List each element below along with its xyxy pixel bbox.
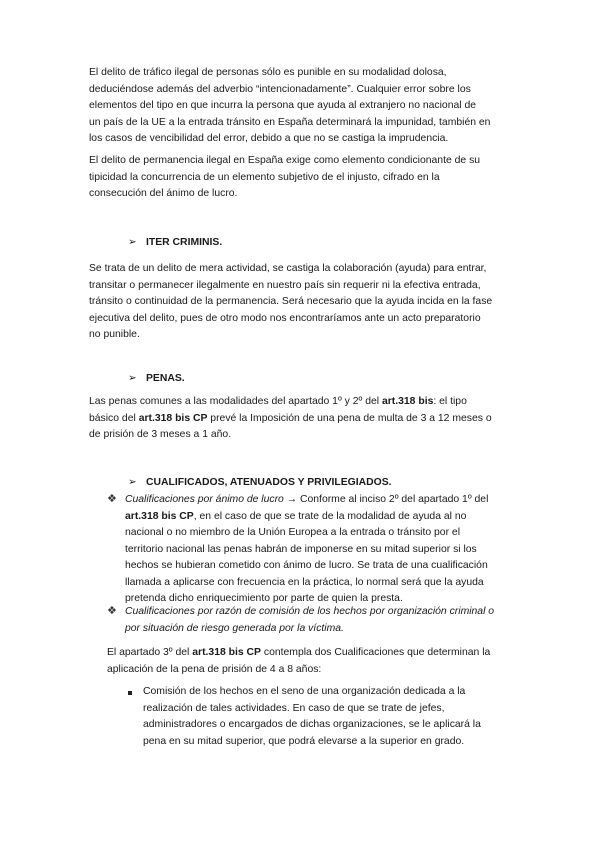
list-item-animo-lucro: Cualificaciones por ánimo de lucro → Conforme al inciso 2º del apartado 1º del art.318 bis CP, en el caso de que se trate de la modalidad de ayuda al no nacional o no miembro de la Unión Europea a la entrada o tránsito por el territorio nacional las penas habrán de imponerse en su mitad superior si los hechos se hubieran cometido con ánimo de lucro. Se trata de una cualificación llamada a aplicarse con frecuencia en la práctica, lo normal será que la ayuda pretenda dicho enriquecimiento por parte de quien la presta. bbox=[125, 494, 489, 604]
paragraph-intro-dolosa: El delito de tráfico ilegal de personas sólo es punible en su modalidad dolosa, deduciéndose además del adverbio “intencionadamente”. Cualquier error sobre los elementos del tipo en que incurra la persona que ayuda al extranjero no nacional de un país de la UE a la entrada tránsito en España determinará la impunidad, también en los casos de vencibilidad del error, debido a que no se castiga la imprudencia. bbox=[89, 67, 491, 144]
arrow-bullet-icon: ➢ bbox=[128, 477, 137, 488]
paragraph-permanencia: El delito de permanencia ilegal en España exige como elemento condicionante de su tipicidad la concurrencia de un elemento subjetivo de el injusto, cifrado en la consecución del ánimo de lucro. bbox=[89, 155, 481, 199]
heading-penas: ➢ PENAS. bbox=[128, 373, 185, 384]
diamond-bullet-icon: ❖ bbox=[107, 605, 117, 617]
list-item-organizacion-criminal: Cualificaciones por razón de comisión de los hechos por organización criminal o por situación de riesgo generada por la víctima. bbox=[125, 606, 495, 634]
paragraph-iter-criminis: Se trata de un delito de mera actividad, se castiga la colaboración (ayuda) para entrar, transitar o permanecer ilegalmente en nuestro país sin requerir ni la efectiva entrada, tránsito o continuidad de la permanencia. Será necesario que la ayuda incida en la fase ejecutiva del delito, pues de otro modo nos encontraríamos ante un acto preparatorio no punible. bbox=[89, 263, 493, 340]
square-bullet-icon bbox=[128, 691, 132, 695]
paragraph-apartado-3: El apartado 3º del art.318 bis CP contempla dos Cualificaciones que determinan la aplicación de la pena de prisión de 4 a 8 años: bbox=[107, 647, 491, 675]
diamond-bullet-icon: ❖ bbox=[107, 493, 117, 505]
heading-iter-criminis: ➢ ITER CRIMINIS. bbox=[128, 237, 223, 248]
paragraph-penas: Las penas comunes a las modalidades del apartado 1º y 2º del art.318 bis: el tipo básico del art.318 bis CP prevé la Imposición de una pena de multa de 3 a 12 meses o de prisión de 3 meses a 1 año. bbox=[89, 396, 492, 440]
arrow-bullet-icon: ➢ bbox=[128, 373, 137, 384]
list-item-organizacion: Comisión de los hechos en el seno de una organización dedicada a la realización de tales actividades. En caso de que se trate de jefes, administradores o encargados de dichas organizaciones, se le aplicará la pena en su mitad superior, que podrá elevarse a la superior en grado. bbox=[143, 686, 481, 747]
heading-cualificados: ➢ CUALIFICADOS, ATENUADOS Y PRIVILEGIADOS. bbox=[128, 477, 392, 488]
arrow-bullet-icon: ➢ bbox=[128, 237, 137, 248]
